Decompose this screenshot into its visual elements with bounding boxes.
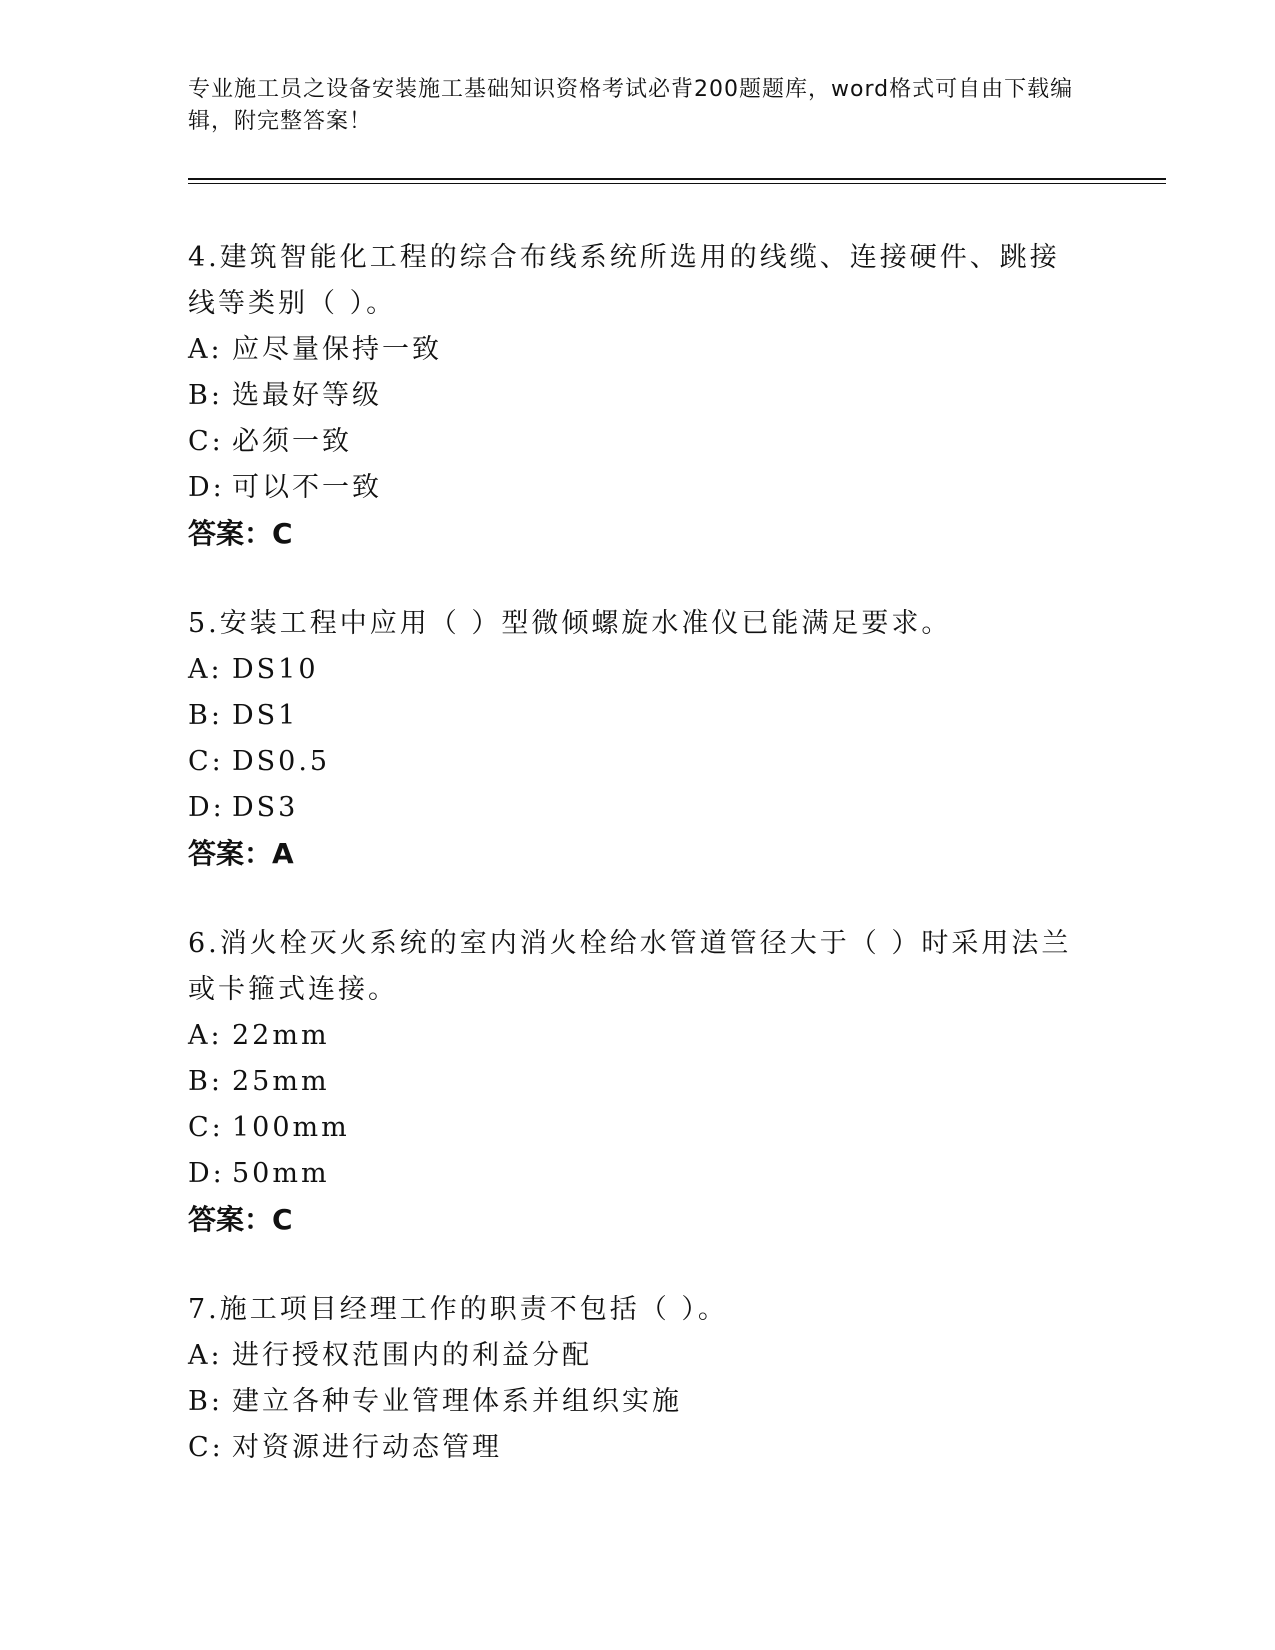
option-d [188, 465, 1088, 511]
option-letter: B: [188, 700, 223, 731]
question-text: 4.建筑智能化工程的综合布线系统所选用的线缆、连接硬件、跳接线等类别（ ）。 [188, 242, 1060, 319]
option-letter: C: [188, 1112, 224, 1143]
option-c [188, 739, 1088, 785]
option-letter: B: [188, 380, 223, 411]
option-a [188, 327, 1088, 373]
option-text: 对资源进行动态管理 [232, 1432, 502, 1463]
option-text: 22mm [232, 1020, 330, 1051]
option-a [188, 1013, 1088, 1059]
header-divider-thin [188, 183, 1166, 184]
option-letter: A: [188, 1020, 223, 1051]
option-d [188, 1151, 1088, 1197]
option-text: 100mm [232, 1112, 350, 1143]
option-text: DS0.5 [232, 746, 331, 777]
option-letter: A: [188, 334, 223, 365]
question-list [188, 235, 1088, 1515]
option-letter: B: [188, 1066, 223, 1097]
option-text: 可以不一致 [232, 472, 382, 503]
option-letter: B: [188, 1386, 223, 1417]
option-a [188, 647, 1088, 693]
option-text: 建立各种专业管理体系并组织实施 [232, 1386, 682, 1417]
option-letter: D: [188, 1158, 225, 1189]
answer-line: 答案：C [188, 517, 293, 550]
option-letter: D: [188, 472, 225, 503]
option-letter: D: [188, 792, 225, 823]
option-letter: A: [188, 1340, 223, 1371]
option-c [188, 1425, 1088, 1471]
option-text: DS3 [232, 792, 299, 823]
answer-line: 答案：C [188, 1203, 293, 1236]
option-b [188, 693, 1088, 739]
option-b [188, 373, 1088, 419]
option-c [188, 1105, 1088, 1151]
question-6 [188, 921, 1088, 1243]
option-text: 50mm [232, 1158, 330, 1189]
option-b [188, 1059, 1088, 1105]
question-4 [188, 235, 1088, 557]
option-d [188, 785, 1088, 831]
option-text: 选最好等级 [232, 380, 382, 411]
question-text: 7.施工项目经理工作的职责不包括（ ）。 [188, 1294, 728, 1325]
question-text: 5.安装工程中应用（ ）型微倾螺旋水准仪已能满足要求。 [188, 608, 952, 639]
option-b [188, 1379, 1088, 1425]
option-c [188, 419, 1088, 465]
option-text: 应尽量保持一致 [232, 334, 442, 365]
option-letter: C: [188, 746, 224, 777]
option-a [188, 1333, 1088, 1379]
option-text: DS1 [232, 700, 299, 731]
option-text: 25mm [232, 1066, 330, 1097]
option-text: DS10 [232, 654, 319, 685]
question-text: 6.消火栓灭火系统的室内消火栓给水管道管径大于（ ）时采用法兰或卡箍式连接。 [188, 928, 1072, 1005]
option-text: 必须一致 [232, 426, 352, 457]
answer-line: 答案：A [188, 837, 294, 870]
question-5 [188, 601, 1088, 877]
option-text: 进行授权范围内的利益分配 [232, 1340, 592, 1371]
question-7 [188, 1287, 1088, 1471]
document-header: 专业施工员之设备安装施工基础知识资格考试必背200题题库，word格式可自由下载编辑，附完整答案！ [188, 77, 1074, 134]
option-letter: A: [188, 654, 223, 685]
option-letter: C: [188, 426, 224, 457]
option-letter: C: [188, 1432, 224, 1463]
header-divider-thick [188, 178, 1166, 180]
